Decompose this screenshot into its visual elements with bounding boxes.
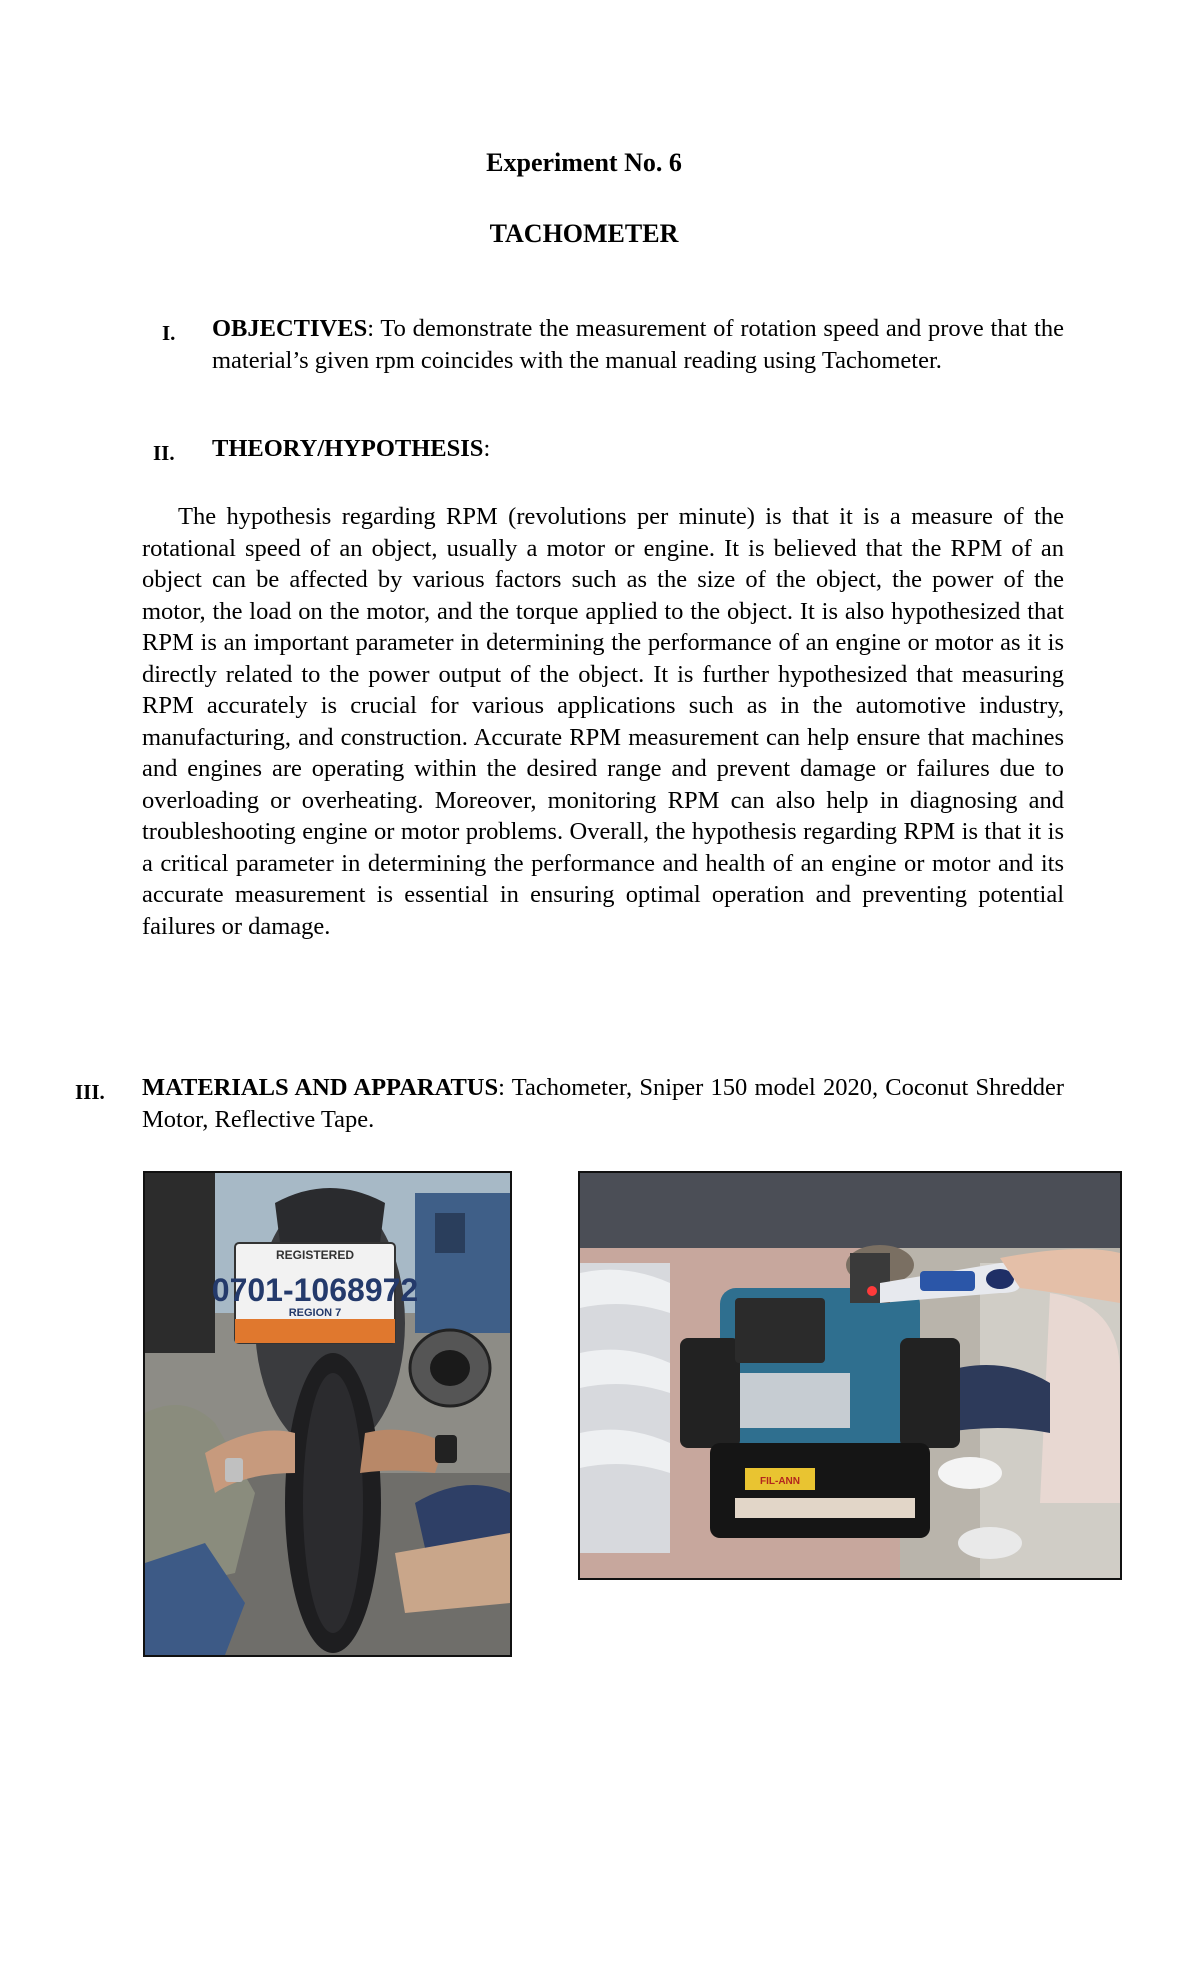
plate-top-text: REGISTERED (275, 1248, 355, 1262)
theory-paragraph: The hypothesis regarding RPM (revolutions per minute) is that it is a measure of the rotational speed of an object, usually a motor or engine. It is believed that the RPM of an object can be affected by various factors such as the size of the object, the power of the motor, the load on the motor, and the torque applied to the object. It is also hypothesized that RPM is an important parameter in determining the performance of an engine or motor as it is directly related to the power output of the object. It is further hypothesized that measuring RPM accurately is crucial for various applications such as in the automotive industry, manufacturing, and construction. Accurate RPM measurement can help ensure that machines and engines are operating within the desired range and prevent damage or failures due to overloading or overheating. Moreover, monitoring RPM can also help in diagnosing and troubleshooting engine or motor problems. Overall, the hypothesis regarding RPM is that it is a critical parameter in determining the performance and health of an engine or motor and its accurate measurement is essential in ensuring optimal operation and preventing potential failures or damage. (142, 503, 1064, 940)
motorcycle-illustration (145, 1173, 510, 1655)
theory-heading-suffix: : (483, 435, 491, 462)
materials-heading: MATERIALS AND APPARATUS (142, 1074, 499, 1101)
objectives-text: : To demonstrate the measurement of rotation speed and prove that the material’s given rpm coincides with the manual reading using Tachometer. (212, 315, 1064, 374)
plate-number-text: 0701-1068972 (211, 1272, 419, 1308)
motor-photo (578, 1171, 1122, 1580)
section-number-materials: III. (75, 1080, 105, 1104)
motorcycle-photo (143, 1171, 512, 1657)
section-number-objectives: I. (162, 321, 176, 345)
theory-heading-line (212, 433, 1064, 465)
experiment-number: Experiment No. 6 (486, 148, 682, 177)
motor-illustration (580, 1173, 1120, 1578)
materials-text: : Tachometer, Sniper 150 model 2020, Coconut Shredder Motor, Reflective Tape. (142, 1074, 1064, 1133)
motor-label-text: FIL-ANN (760, 1476, 800, 1487)
section-number-theory: II. (153, 441, 175, 465)
page-title: TACHOMETER (489, 219, 679, 248)
theory-heading: THEORY/HYPOTHESIS (212, 435, 484, 462)
objectives-section (212, 313, 1064, 377)
objectives-heading: OBJECTIVES (212, 315, 368, 342)
plate-region-text: REGION 7 (288, 1307, 342, 1319)
materials-section (142, 1072, 1064, 1136)
